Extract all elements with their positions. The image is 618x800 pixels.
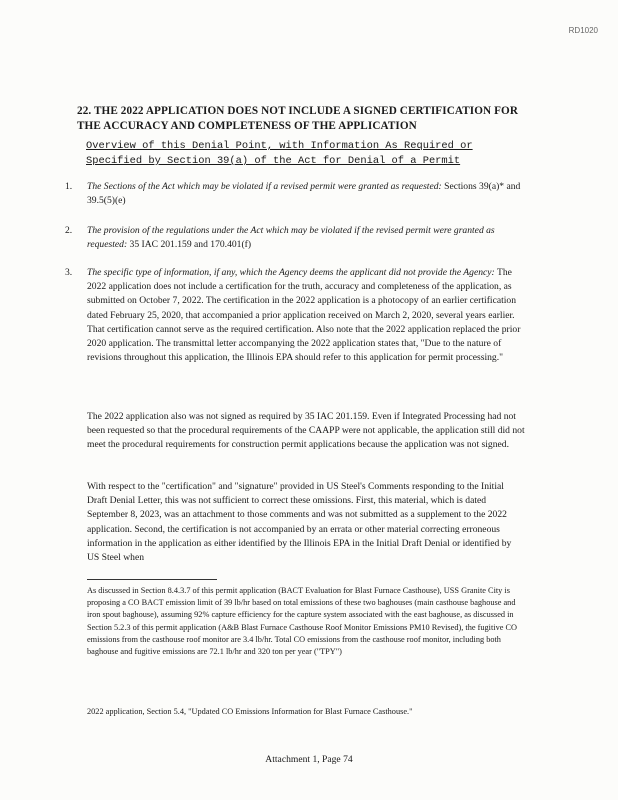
list-item-2 [65,224,525,252]
body-paragraph: The 2022 application also was not signed as required by 35 IAC 201.159. Even if Integrated Processing had not been requested so that the procedural requirements of the CAAPP were not applicable, the application still did not meet the procedural requirements for construction permit applications because the application was not signed. [87,411,525,451]
section-subheading: Overview of this Denial Point, with Information As Required or Specified by Section 39(a) of the Act for Denial of a Permit [86,140,473,167]
list-item-number: 3. [65,267,73,278]
section-heading: 22. THE 2022 APPLICATION DOES NOT INCLUDE A SIGNED CERTIFICATION FOR THE ACCURACY AND COMPLETENESS OF THE APPLICATION [77,105,519,132]
page-footer: Attachment 1, Page 74 [265,754,353,765]
list-item-number: 2. [65,225,73,236]
footnote: As discussed in Section 8.4.3.7 of this permit application (BACT Evaluation for Blast Furnace Casthouse), USS Granite City is proposing a CO BACT emission limit of 39 lb/hr based on total emissions of these two baghouses (main casthouse baghouse and iron spout baghouse), assuming 92% capture efficiency for the capture system associated with the east baghouse, as discussed in Section 5.2.3 of this permit application (A&B Blast Furnace Casthouse Roof Monitor Emissions PM10 Revised), the fugitive CO emissions from the casthouse roof monitor are 3.4 lb/hr. Total CO emissions from the casthouse roof monitor, including both baghouse and fugitive emissions are 72.1 lb/hr and 320 ton per year ("TPY") [87,586,518,657]
list-item-text: Sections 39(a)* and 39.5(5)(e) [87,181,521,207]
list-item-number: 1. [65,181,73,192]
footnote-divider [87,579,217,580]
list-item-label: The Sections of the Act which may be violated if a revised permit were granted as requested: [87,181,442,192]
body-paragraph: With respect to the "certification" and "signature" provided in US Steel's Comments responding to the Initial Draft Denial Letter, this was not sufficient to correct these omissions. First, this material, which is dated September 8, 2023, was an attachment to those comments and was not submitted as a supplement to the 2022 application. Second, the certification is not accompanied by an errata or other material correcting erroneous information in the application as either identified by the Illinois EPA in the Initial Draft Denial or identified by US Steel when [87,481,512,564]
document-id: RD1020 [568,26,598,35]
list-item-3 [65,266,525,365]
list-item-text: 35 IAC 201.159 and 170.401(f) [127,239,252,251]
footnote: 2022 application, Section 5.4, "Updated CO Emissions Information for Blast Furnace Casthouse." [87,707,413,716]
list-item-text: The 2022 application does not include a certification for the truth, accuracy and completeness of the application, as submitted on October 7, 2022. The certification in the 2022 application is a photocopy of an earlier certification dated February 25, 2020, that accompanied a prior application received on March 2, 2020, several years earlier. That certification cannot serve as the required certification. Also note that the 2022 application replaced the prior 2020 application. The transmittal letter accompanying the 2022 application states that, "Due to the nature of revisions throughout this application, the Illinois EPA should refer to this application for permit processing." [87,267,521,364]
list-item-label: The specific type of information, if any, which the Agency deems the applicant did not provide the Agency: [87,267,495,278]
list-item-1 [65,180,525,208]
list-item-label: The provision of the regulations under the Act which may be violated if the revised permit were granted as requested: [87,225,495,251]
